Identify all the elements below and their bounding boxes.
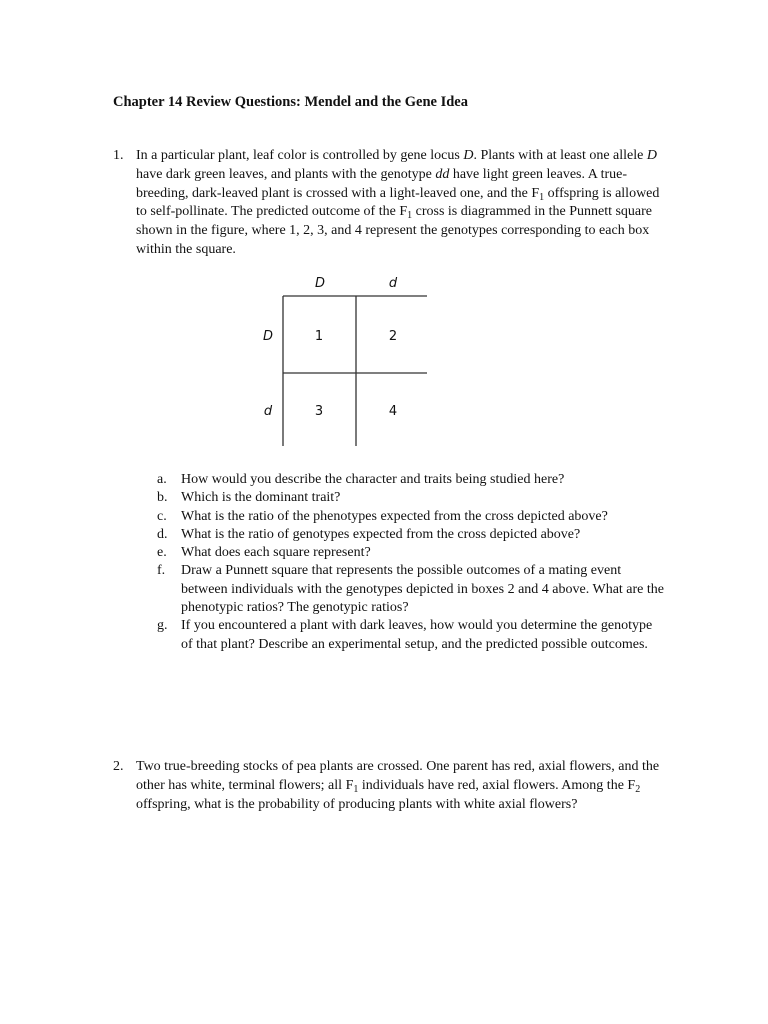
question-number: 1.	[113, 148, 124, 163]
subquestion: c. What is the ratio of the phenotypes expected from the cross depicted above?	[157, 508, 608, 524]
cell-label: 1	[314, 329, 324, 344]
question-text: Two true-breeding stocks of pea plants are crossed. One parent has red, axial flowers, and the other has white, terminal flowers; all $F_1$ individuals have red, axial flowers. Among the $F_2$ offspring, what is the probability of producing plants with white axial flowers?	[136, 759, 660, 812]
punnett-square	[255, 268, 435, 450]
question-number: 2.	[113, 759, 124, 774]
subquestion: b. Which is the dominant trait?	[157, 490, 341, 506]
subquestion-list	[157, 471, 667, 654]
subquestion: e. What does each square represent?	[157, 545, 371, 561]
page-title: Chapter 14 Review Questions: Mendel and the Gene Idea	[113, 94, 468, 110]
col-header: d	[388, 276, 398, 291]
question-2	[113, 758, 663, 814]
row-header: d	[263, 404, 273, 419]
col-header: D	[314, 276, 326, 291]
subquestion: g. If you encountered a plant with dark leaves, how would you determine the genotype of that plant? Describe an experimental setup, and the predicted possible outcomes.	[157, 618, 653, 652]
cell-label: 3	[314, 404, 324, 419]
cell-label: 4	[388, 404, 398, 419]
row-header: D	[262, 329, 274, 344]
cell-label: 2	[388, 329, 398, 344]
subquestion: f. Draw a Punnett square that represents the possible outcomes of a mating event between individuals with the genotypes depicted in boxes 2 and 4 above. What are the phenotypic ratios? The genotypic ratios?	[157, 563, 664, 616]
subquestion: d. What is the ratio of genotypes expected from the cross depicted above?	[157, 526, 581, 542]
subquestion: a. How would you describe the character and traits being studied here?	[157, 472, 565, 487]
question-1	[113, 147, 663, 260]
question-text: In a particular plant, leaf color is controlled by gene locus D. Plants with at least one allele D have dark green leaves, and plants with the genotype dd have light green leaves. A true-breeding, dark-leaved plant is crossed with a light-leaved one, and the $F_1$ offspring is allowed to self-pollinate. The predicted outcome of the $F_1$ cross is diagrammed in the Punnett square shown in the figure, where 1, 2, 3, and 4 represent the genotypes corresponding to each box within the square.	[136, 148, 660, 257]
